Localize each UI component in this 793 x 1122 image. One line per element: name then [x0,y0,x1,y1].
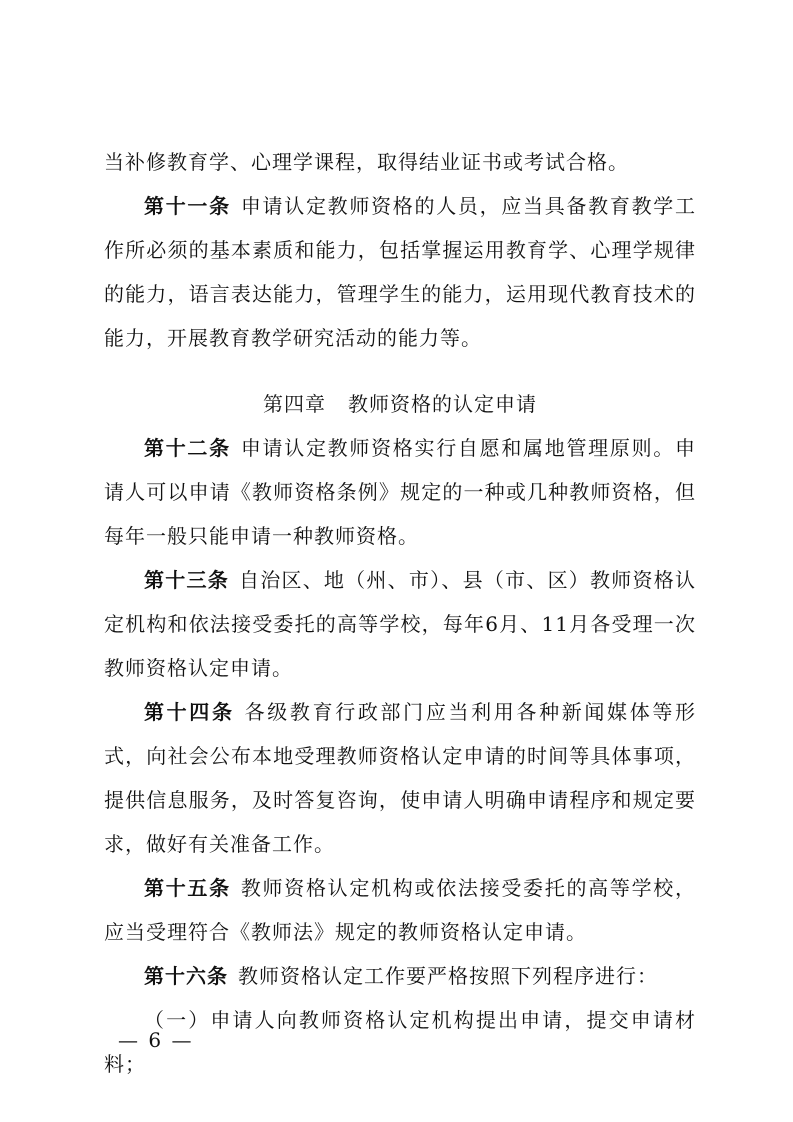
article-15 [104,866,696,954]
article-heading: 第十二条 [144,436,231,460]
article-heading: 第十六条 [144,964,228,988]
article-text: 申请认定教师资格的人员，应当具备教育教学工作所必须的基本素质和能力，包括掌握运用教育学、心理学规律的能力，语言表达能力，管理学生的能力，运用现代教育技术的能力，开展教育教学研究活动的能力等。 [104,194,697,350]
article-13 [104,558,696,690]
chapter-number: 第四章 [263,392,326,416]
article-heading: 第十五条 [144,876,231,900]
article-11 [104,184,696,360]
page-number: — 6 — [118,1028,194,1052]
article-14 [104,690,696,866]
continuation-paragraph: 当补修教育学、心理学课程，取得结业证书或考试合格。 [104,150,629,174]
chapter-name: 教师资格的认定申请 [348,392,537,416]
article-16 [104,954,696,998]
article-text: 各级教育行政部门应当利用各种新闻媒体等形式，向社会公布本地受理教师资格认定申请的时间等具体事项，提供信息服务，及时答复咨询，使申请人明确申请程序和规定要求，做好有关准备工作。 [104,700,697,856]
chapter-title [104,382,696,426]
article-text: 申请认定教师资格实行自愿和属地管理原则。申请人可以申请《教师资格条例》规定的一种或几种教师资格，但每年一般只能申请一种教师资格。 [104,436,697,548]
article-text: 自治区、地（州、市）、县（市、区）教师资格认定机构和依法接受委托的高等学校，每年6月、11月各受理一次教师资格认定申请。 [104,568,697,680]
article-text: 教师资格认定机构或依法接受委托的高等学校，应当受理符合《教师法》规定的教师资格认定申请。 [104,876,697,944]
list-item-1: （一）申请人向教师资格认定机构提出申请，提交申请材料； [104,1008,696,1076]
article-heading: 第十三条 [144,568,229,592]
article-12 [104,426,696,558]
article-heading: 第十四条 [144,700,235,724]
document-body [104,140,696,1086]
article-text: 教师资格认定工作要严格按照下列程序进行： [238,964,658,988]
article-heading: 第十一条 [144,194,231,218]
